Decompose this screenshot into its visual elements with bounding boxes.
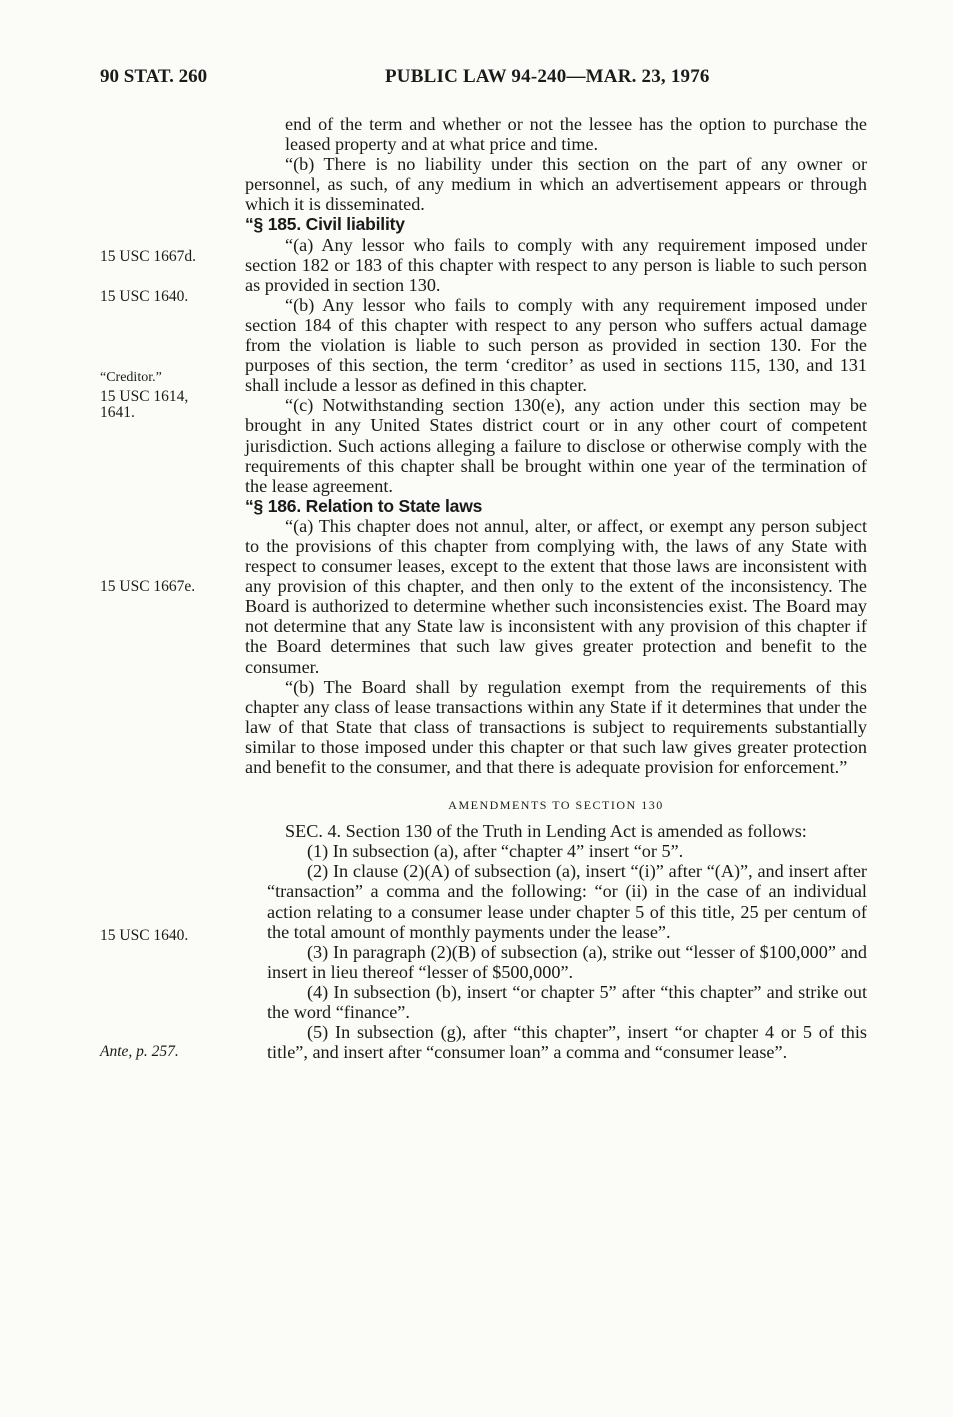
document-body bbox=[245, 114, 867, 1062]
paragraph: end of the term and whether or not the lessee has the option to purchase the leased property and at what price and time. bbox=[285, 114, 867, 155]
margin-note: 15 USC 1614, bbox=[100, 388, 189, 405]
margin-note: Ante, p. 257. bbox=[100, 1043, 179, 1060]
margin-note: 15 USC 1640. bbox=[100, 288, 189, 305]
margin-note: 15 USC 1667d. bbox=[100, 248, 197, 265]
paragraph: “(b) There is no liability under this section on the part of any owner or personnel, as such, of any medium in which an advertisement appears or through which it is disseminated. bbox=[245, 154, 867, 215]
paragraph: “(b) Any lessor who fails to comply with any requirement imposed under section 184 of this chapter with respect to any person who suffers actual damage from the violation is liable to such person as provided in section 130. For the purposes of this section, the term ‘creditor’ as used in sections 115, 130, and 131 shall include a lessor as defined in this chapter. bbox=[245, 294, 867, 396]
list-item: (3) In paragraph (2)(B) of subsection (a), strike out “lesser of $100,000” and insert in lieu thereof “lesser of $500,000”. bbox=[267, 941, 867, 982]
margin-note: “Creditor.” bbox=[100, 370, 162, 385]
margin-note: 15 USC 1667e. bbox=[100, 578, 196, 595]
margin-note: 1641. bbox=[100, 404, 135, 421]
margin-note: 15 USC 1640. bbox=[100, 927, 189, 944]
paragraph: “(a) Any lessor who fails to comply with any requirement imposed under section 182 or 183 of this chapter with respect to any person is liable to such person as provided in section 130. bbox=[245, 234, 867, 295]
section-heading-186: “§ 186. Relation to State laws bbox=[245, 495, 483, 516]
list-item: (2) In clause (2)(A) of subsection (a), insert “(i)” after “(A)”, and insert after “transaction” a comma and the following: “or (ii) in the case of an individual action relating to a consumer lease under chapter 5 of this title, 25 per centum of the total amount of monthly payments under the lease”. bbox=[267, 861, 867, 942]
paragraph: SEC. 4. Section 130 of the Truth in Lending Act is amended as follows: bbox=[285, 821, 807, 842]
list-item: (1) In subsection (a), after “chapter 4” insert “or 5”. bbox=[307, 841, 684, 862]
list-item: (5) In subsection (g), after “this chapter”, insert “or chapter 4 or 5 of this title”, and insert after “consumer loan” a comma and “consumer lease”. bbox=[267, 1022, 867, 1063]
list-item: (4) In subsection (b), insert “or chapter 5” after “this chapter” and strike out the word “finance”. bbox=[267, 981, 867, 1023]
paragraph: “(b) The Board shall by regulation exempt from the requirements of this chapter any class of lease transactions within any State if it determines that under the law of that State that class of transactions is subject to requirements substantially similar to those imposed under this chapter or that such law gives greater protection and benefit to the consumer, and that there is adequate provision for enforcement.” bbox=[245, 676, 867, 777]
section-heading-185: “§ 185. Civil liability bbox=[245, 214, 405, 235]
amendments-heading: AMENDMENTS TO SECTION 130 bbox=[448, 798, 664, 813]
paragraph: “(a) This chapter does not annul, alter, or affect, or exempt any person subject to the provisions of this chapter from complying with, the laws of any State with respect to consumer leases, except to the extent that those laws are inconsistent with any provision of this chapter, and then only to the extent of the inconsistency. The Board is authorized to determine whether such inconsistencies exist. The Board may not determine that any State law is inconsistent with any provision of this chapter if the Board determines that such law gives greater protection and benefit to the consumer. bbox=[245, 515, 867, 677]
public-law-title: PUBLIC LAW 94-240—MAR. 23, 1976 bbox=[385, 66, 710, 87]
paragraph: “(c) Notwithstanding section 130(e), any action under this section may be brought in any United States district court or in any other court of competent jurisdiction. Such actions alleging a failure to disclose or otherwise comply with the requirements of this chapter shall be brought within one year of the termination of the lease agreement. bbox=[245, 395, 867, 496]
stat-page-number: 90 STAT. 260 bbox=[100, 66, 208, 87]
